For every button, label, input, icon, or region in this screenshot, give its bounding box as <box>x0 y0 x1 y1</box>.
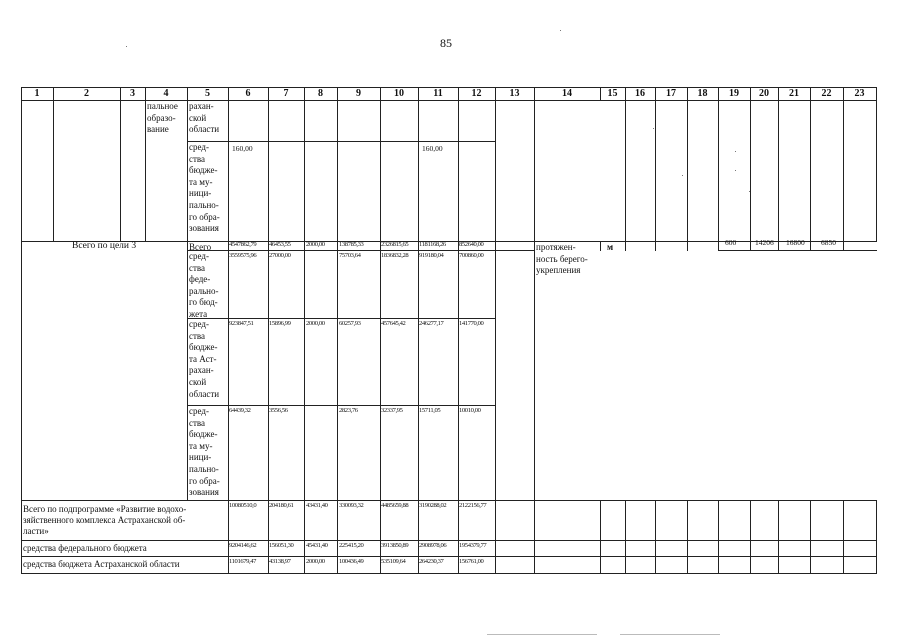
table-rule-v <box>718 100 719 242</box>
goal3-col19: 600 <box>725 238 737 247</box>
column-header-8: 8 <box>318 88 323 99</box>
table-rule-v <box>750 500 751 574</box>
table-rule-v <box>337 500 338 574</box>
table-rule-v <box>655 100 656 242</box>
table-rule-h <box>21 540 877 541</box>
goal3-col21: 16800 <box>786 238 805 247</box>
table-rule-v <box>380 100 381 242</box>
goal3-c9-1: 75703,64 <box>339 252 361 259</box>
goal3-c12-2: 141770,00 <box>459 320 484 327</box>
column-header-6: 6 <box>245 88 251 99</box>
column-header-16: 16 <box>635 88 645 99</box>
goal3-c9-2: 60257,93 <box>339 320 361 327</box>
cell-source-municipal: сред- ства бюдже- та му- ници- пально- го обра- зования <box>189 142 220 234</box>
table-rule-v <box>380 241 381 501</box>
goal3-c10-0: 2326815,65 <box>381 241 409 248</box>
column-header-11: 11 <box>433 88 443 99</box>
subprogram-c9-0: 330093,32 <box>339 502 364 509</box>
subprogram-c6-0: 10080510,0 <box>229 502 257 509</box>
column-header-19: 19 <box>729 88 739 99</box>
table-rule-v <box>145 100 146 242</box>
table-rule-v <box>655 500 656 574</box>
table-rule-v <box>534 241 535 501</box>
column-header-10: 10 <box>394 88 404 99</box>
goal3-source-2: сред- ства бюдже- та Аст- рахан- ской области <box>189 319 220 399</box>
subprogram-c8-1: 45431,40 <box>306 542 328 549</box>
goal3-c12-0: 852640,00 <box>459 241 484 248</box>
table-rule-v <box>600 500 601 574</box>
table-rule-v <box>718 500 719 574</box>
table-rule-h <box>21 573 877 574</box>
column-header-23: 23 <box>854 88 865 99</box>
column-header-3: 3 <box>130 88 135 99</box>
goal3-c10-2: 457645,42 <box>381 320 406 327</box>
subprogram-c7-2: 43138,97 <box>269 558 291 565</box>
goal3-label: Всего по цели 3 <box>72 241 137 251</box>
table-rule-h <box>187 405 496 406</box>
goal3-col20: 14206 <box>755 238 774 247</box>
goal3-c8-2: 2000,00 <box>306 320 325 327</box>
subprogram-c12-1: 1954379,77 <box>459 542 487 549</box>
column-header-9: 9 <box>356 88 361 99</box>
budget-table <box>21 87 876 574</box>
table-rule-v <box>187 241 188 501</box>
goal3-indicator: протяжен- ность берего- укрепления <box>536 242 588 276</box>
table-rule-h <box>187 250 496 251</box>
goal3-c6-2: 923847,51 <box>229 320 254 327</box>
subprogram-c12-0: 2122156,77 <box>459 502 487 509</box>
subprogram-label-0: Всего по подпрограмме «Развитие водохо- зяйственного комплекса Астраханской об- ласти» <box>23 504 187 537</box>
goal3-unit: м <box>607 242 614 252</box>
table-rule-v <box>843 500 844 574</box>
table-rule-v <box>228 100 229 242</box>
goal3-source-1: сред- ства феде- рально- го бюд- жета <box>189 251 219 319</box>
table-rule-v <box>600 241 601 251</box>
subprogram-c11-1: 2908978,06 <box>419 542 447 549</box>
goal3-c7-1: 27000,00 <box>269 252 291 259</box>
cell-col6-municipal: 160,00 <box>232 144 253 153</box>
scan-artifact <box>620 634 720 635</box>
table-rule-v <box>625 500 626 574</box>
column-header-5: 5 <box>205 88 210 99</box>
table-rule-v <box>495 500 496 574</box>
table-rule-v <box>228 241 229 501</box>
table-rule-v <box>458 100 459 242</box>
table-rule-v <box>810 500 811 574</box>
table-rule-v <box>304 500 305 574</box>
table-rule-v <box>534 500 535 574</box>
column-header-21: 21 <box>789 88 799 99</box>
subprogram-c10-1: 3913850,89 <box>381 542 409 549</box>
goal3-c10-1: 1836832,28 <box>381 252 409 259</box>
table-rule-h <box>187 141 496 142</box>
subprogram-c11-0: 3190288,02 <box>419 502 447 509</box>
page-number: 85 <box>440 36 452 50</box>
goal3-c9-0: 138785,33 <box>339 241 364 248</box>
table-rule-v <box>187 100 188 242</box>
column-header-4: 4 <box>163 88 169 99</box>
table-rule-v <box>810 100 811 242</box>
goal3-c7-2: 15896,99 <box>269 320 291 327</box>
scan-speck <box>560 30 561 31</box>
subprogram-c9-1: 225415,20 <box>339 542 364 549</box>
goal3-c11-0: 1181168,26 <box>419 241 446 248</box>
subprogram-label-2: средства бюджета Астраханской области <box>23 559 180 569</box>
table-rule-v <box>778 100 779 242</box>
table-rule-v <box>458 241 459 501</box>
table-rule-v <box>655 241 656 251</box>
subprogram-c6-1: 9204146,62 <box>229 542 257 549</box>
goal3-c11-1: 919180,04 <box>419 252 444 259</box>
subprogram-c11-2: 264230,37 <box>419 558 444 565</box>
cell-col11-municipal: 160,00 <box>422 144 443 153</box>
column-header-13: 13 <box>509 88 520 99</box>
column-header-17: 17 <box>666 88 676 99</box>
subprogram-c8-2: 2000,00 <box>306 558 325 565</box>
goal3-col22: 6850 <box>821 238 836 247</box>
table-rule-v <box>625 100 626 242</box>
table-rule-h <box>495 250 535 251</box>
table-rule-v <box>495 100 496 242</box>
goal3-c6-1: 3559575,96 <box>229 252 257 259</box>
column-header-18: 18 <box>697 88 708 99</box>
column-header-20: 20 <box>759 88 769 99</box>
goal3-c7-0: 46453,55 <box>269 241 291 248</box>
table-rule-v <box>268 100 269 242</box>
goal3-c9-3: 2823,76 <box>339 407 358 414</box>
column-header-12: 12 <box>471 88 482 99</box>
table-rule-h <box>718 250 877 251</box>
table-rule-v <box>304 241 305 501</box>
goal3-source-3: сред- ства бюдже- та му- ници- пально- го обра- зования <box>189 406 220 498</box>
goal3-c11-3: 15711,05 <box>419 407 441 414</box>
subprogram-c7-0: 204180,61 <box>269 502 294 509</box>
table-rule-v <box>534 100 535 242</box>
subprogram-c9-2: 100436,49 <box>339 558 364 565</box>
table-rule-v <box>687 100 688 242</box>
subprogram-c8-0: 43431,40 <box>306 502 328 509</box>
goal3-source-0: Всего <box>189 242 212 252</box>
column-header-2: 2 <box>84 88 89 99</box>
subprogram-c12-2: 156761,00 <box>459 558 484 565</box>
table-rule-v <box>876 87 877 241</box>
goal3-c11-2: 246277,17 <box>419 320 444 327</box>
table-rule-h <box>187 318 496 319</box>
goal3-c7-3: 3556,56 <box>269 407 288 414</box>
column-header-1: 1 <box>34 88 40 99</box>
table-rule-h <box>21 500 877 501</box>
table-rule-v <box>687 500 688 574</box>
scan-artifact <box>487 634 597 635</box>
column-header-7: 7 <box>283 88 289 99</box>
subprogram-c10-0: 4485659,88 <box>381 502 409 509</box>
scan-speck <box>126 46 127 47</box>
subprogram-label-1: средства федерального бюджета <box>23 543 147 553</box>
table-rule-v <box>876 500 877 574</box>
subprogram-c10-2: 535109,64 <box>381 558 406 565</box>
column-header-22: 22 <box>821 88 832 99</box>
table-rule-v <box>495 241 496 501</box>
goal3-c10-3: 32337,95 <box>381 407 403 414</box>
goal3-c12-1: 700860,00 <box>459 252 484 259</box>
subprogram-c7-1: 156051,30 <box>269 542 294 549</box>
cell-source-region: рахан- ской области <box>189 101 220 135</box>
subprogram-c6-2: 1101679,47 <box>229 558 257 565</box>
table-rule-v <box>625 241 626 251</box>
table-rule-v <box>53 100 54 242</box>
table-rule-v <box>120 100 121 242</box>
table-rule-v <box>337 100 338 242</box>
table-rule-h <box>21 556 877 557</box>
table-rule-v <box>337 241 338 501</box>
table-rule-v <box>750 100 751 242</box>
goal3-c8-0: 2000,00 <box>306 241 325 248</box>
goal3-c12-3: 10010,00 <box>459 407 481 414</box>
cell-municipality-type: пальное образо- вание <box>147 101 178 135</box>
table-rule-v <box>778 500 779 574</box>
table-rule-v <box>687 241 688 251</box>
table-rule-v <box>418 100 419 242</box>
goal3-c6-0: 4547862,79 <box>229 241 257 248</box>
table-rule-v <box>268 241 269 501</box>
table-rule-v <box>304 100 305 242</box>
column-header-14: 14 <box>562 88 572 99</box>
column-header-15: 15 <box>607 88 618 99</box>
goal3-c6-3: 64439,32 <box>229 407 251 414</box>
table-rule-v <box>418 241 419 501</box>
table-rule-v <box>843 100 844 242</box>
